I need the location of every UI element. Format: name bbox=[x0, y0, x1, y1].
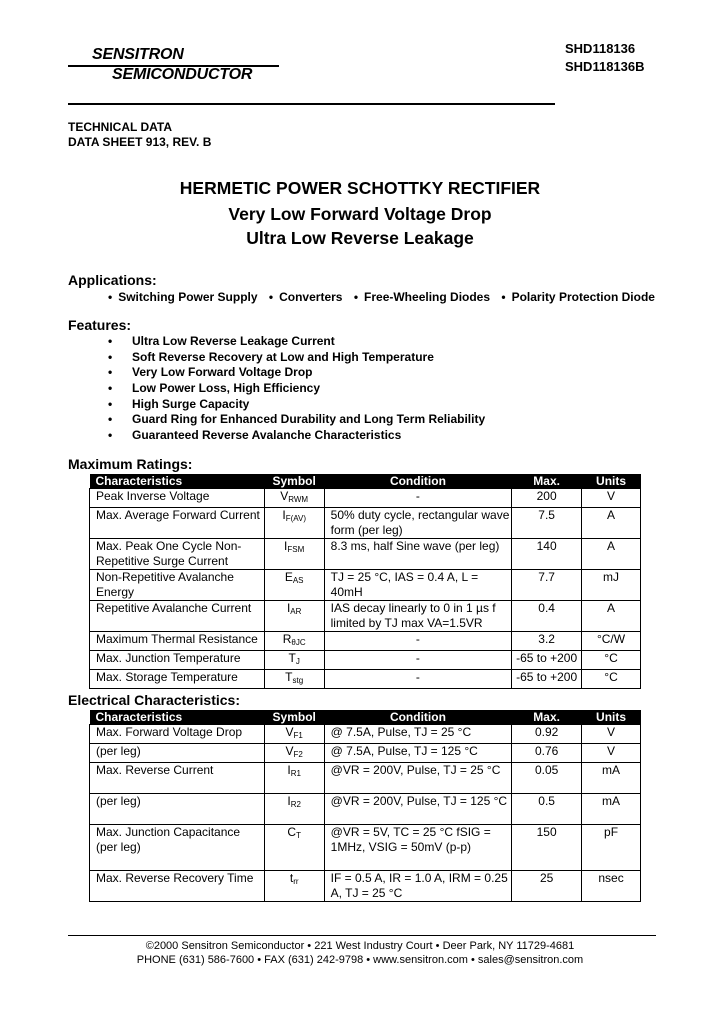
symbol-cell: $I_{R2}$ bbox=[264, 794, 324, 825]
applications-heading: Applications: bbox=[68, 272, 157, 288]
max-cell: 0.5 bbox=[512, 794, 582, 825]
table-row bbox=[90, 763, 641, 794]
condition-cell: - bbox=[324, 670, 512, 689]
characteristic-cell: Max. Reverse Recovery Time bbox=[90, 871, 265, 902]
max-cell: 150 bbox=[512, 825, 582, 871]
application-item: Switching Power Supply bbox=[118, 290, 258, 304]
company-name-line2: SEMICONDUCTOR bbox=[112, 66, 253, 83]
characteristic-cell: Peak Inverse Voltage bbox=[90, 489, 265, 508]
symbol-cell: $I_{R1}$ bbox=[264, 763, 324, 794]
max-cell: 25 bbox=[512, 871, 582, 902]
condition-cell: IAS decay linearly to 0 in 1 µs f limited by TJ max VA=1.5VR bbox=[324, 601, 512, 632]
feature-item: • Low Power Loss, High Efficiency bbox=[108, 381, 485, 397]
company-name-line1: SENSITRON bbox=[92, 46, 184, 63]
unit-cell: °C bbox=[582, 651, 641, 670]
technical-data-label: TECHNICAL DATA bbox=[68, 120, 172, 134]
symbol-cell: $T_{stg}$ bbox=[264, 670, 324, 689]
table-row bbox=[90, 632, 641, 651]
unit-cell: mA bbox=[582, 794, 641, 825]
features-list bbox=[108, 334, 485, 444]
unit-cell: A bbox=[582, 508, 641, 539]
unit-cell: °C/W bbox=[582, 632, 641, 651]
condition-cell: IF = 0.5 A, IR = 1.0 A, IRM = 0.25 A, TJ = 25 °C bbox=[324, 871, 512, 902]
header-rule bbox=[68, 103, 555, 105]
unit-cell: A bbox=[582, 539, 641, 570]
unit-cell: nsec bbox=[582, 871, 641, 902]
table-row bbox=[90, 725, 641, 744]
symbol-cell: $T_J$ bbox=[264, 651, 324, 670]
condition-cell: @VR = 5V, TC = 25 °C fSIG = 1MHz, VSIG = 50mV (p-p) bbox=[324, 825, 512, 871]
max-cell: 0.76 bbox=[512, 744, 582, 763]
characteristic-cell: Maximum Thermal Resistance bbox=[90, 632, 265, 651]
unit-cell: V bbox=[582, 725, 641, 744]
feature-item: • Very Low Forward Voltage Drop bbox=[108, 365, 485, 381]
max-cell: 7.7 bbox=[512, 570, 582, 601]
table-row bbox=[90, 489, 641, 508]
column-header: Characteristics bbox=[90, 474, 265, 489]
symbol-cell: $I_{AR}$ bbox=[264, 601, 324, 632]
unit-cell: A bbox=[582, 601, 641, 632]
condition-cell: TJ = 25 °C, IAS = 0.4 A, L = 40mH bbox=[324, 570, 512, 601]
column-header: Units bbox=[582, 474, 641, 489]
table-row bbox=[90, 871, 641, 902]
condition-cell: - bbox=[324, 632, 512, 651]
condition-cell: @VR = 200V, Pulse, TJ = 125 °C bbox=[324, 794, 512, 825]
table-row bbox=[90, 508, 641, 539]
table-row bbox=[90, 794, 641, 825]
feature-item: • High Surge Capacity bbox=[108, 397, 485, 413]
column-header: Condition bbox=[324, 474, 512, 489]
table-row bbox=[90, 651, 641, 670]
footer-contact: PHONE (631) 586-7600 • FAX (631) 242-9798 • www.sensitron.com • sales@sensitron.com bbox=[136, 954, 584, 966]
symbol-cell: $V_{F2}$ bbox=[264, 744, 324, 763]
table-row bbox=[90, 670, 641, 689]
column-header: Characteristics bbox=[90, 710, 265, 725]
footer-rule bbox=[68, 935, 656, 936]
max-cell: 3.2 bbox=[512, 632, 582, 651]
characteristic-cell: Max. Reverse Current bbox=[90, 763, 265, 794]
characteristic-cell: Non-Repetitive Avalanche Energy bbox=[90, 570, 265, 601]
column-header: Symbol bbox=[264, 474, 324, 489]
unit-cell: V bbox=[582, 489, 641, 508]
table-row bbox=[90, 744, 641, 763]
table-row bbox=[90, 601, 641, 632]
max-ratings-heading: Maximum Ratings: bbox=[68, 456, 193, 472]
characteristic-cell: Max. Forward Voltage Drop bbox=[90, 725, 265, 744]
characteristic-cell: Max. Junction Temperature bbox=[90, 651, 265, 670]
max-ratings-table bbox=[89, 474, 641, 689]
symbol-cell: $t_{rr}$ bbox=[264, 871, 324, 902]
part-number-1: SHD118136 bbox=[565, 41, 636, 56]
part-number-2: SHD118136B bbox=[565, 59, 645, 74]
page-title: HERMETIC POWER SCHOTTKY RECTIFIER bbox=[179, 178, 541, 198]
application-item: Converters bbox=[279, 290, 343, 304]
condition-cell: @ 7.5A, Pulse, TJ = 125 °C bbox=[324, 744, 512, 763]
condition-cell: @VR = 200V, Pulse, TJ = 25 °C bbox=[324, 763, 512, 794]
symbol-cell: $R_{\theta JC}$ bbox=[264, 632, 324, 651]
condition-cell: - bbox=[324, 489, 512, 508]
subtitle-2: Ultra Low Reverse Leakage bbox=[246, 228, 474, 248]
table-row bbox=[90, 539, 641, 570]
max-cell: -65 to +200 bbox=[512, 651, 582, 670]
max-cell: 7.5 bbox=[512, 508, 582, 539]
column-header: Units bbox=[582, 710, 641, 725]
column-header: Symbol bbox=[264, 710, 324, 725]
max-cell: 0.05 bbox=[512, 763, 582, 794]
characteristic-cell: Repetitive Avalanche Current bbox=[90, 601, 265, 632]
electrical-table bbox=[89, 710, 641, 902]
unit-cell: °C bbox=[582, 670, 641, 689]
symbol-cell: $I_{F(AV)}$ bbox=[264, 508, 324, 539]
application-item: Polarity Protection Diode bbox=[511, 290, 655, 304]
table-row bbox=[90, 570, 641, 601]
column-header: Max. bbox=[512, 710, 582, 725]
unit-cell: mA bbox=[582, 763, 641, 794]
condition-cell: 8.3 ms, half Sine wave (per leg) bbox=[324, 539, 512, 570]
characteristic-cell: Max. Peak One Cycle Non-Repetitive Surge Current bbox=[90, 539, 265, 570]
feature-item: • Ultra Low Reverse Leakage Current bbox=[108, 334, 485, 350]
max-cell: 140 bbox=[512, 539, 582, 570]
characteristic-cell: (per leg) bbox=[90, 744, 265, 763]
symbol-cell: $V_{F1}$ bbox=[264, 725, 324, 744]
unit-cell: V bbox=[582, 744, 641, 763]
characteristic-cell: (per leg) bbox=[90, 794, 265, 825]
max-cell: -65 to +200 bbox=[512, 670, 582, 689]
condition-cell: 50% duty cycle, rectangular wave form (per leg) bbox=[324, 508, 512, 539]
symbol-cell: $C_T$ bbox=[264, 825, 324, 871]
applications-list: • Switching Power Supply • Converters • Free-Wheeling Diodes • Polarity Protection Diode bbox=[108, 290, 655, 304]
condition-cell: @ 7.5A, Pulse, TJ = 25 °C bbox=[324, 725, 512, 744]
features-heading: Features: bbox=[68, 317, 132, 333]
table-row bbox=[90, 825, 641, 871]
max-cell: 0.92 bbox=[512, 725, 582, 744]
symbol-cell: $V_{RWM}$ bbox=[264, 489, 324, 508]
subtitle-1: Very Low Forward Voltage Drop bbox=[228, 204, 492, 224]
column-header: Max. bbox=[512, 474, 582, 489]
column-header: Condition bbox=[324, 710, 512, 725]
footer-address: ©2000 Sensitron Semiconductor • 221 West Industry Court • Deer Park, NY 11729-4681 bbox=[145, 940, 575, 952]
symbol-cell: $E_{AS}$ bbox=[264, 570, 324, 601]
max-cell: 200 bbox=[512, 489, 582, 508]
condition-cell: - bbox=[324, 651, 512, 670]
symbol-cell: $I_{FSM}$ bbox=[264, 539, 324, 570]
feature-item: • Guaranteed Reverse Avalanche Characteristics bbox=[108, 428, 485, 444]
data-sheet-label: DATA SHEET 913, REV. B bbox=[68, 135, 212, 149]
unit-cell: mJ bbox=[582, 570, 641, 601]
application-item: Free-Wheeling Diodes bbox=[364, 290, 491, 304]
unit-cell: pF bbox=[582, 825, 641, 871]
max-cell: 0.4 bbox=[512, 601, 582, 632]
characteristic-cell: Max. Average Forward Current bbox=[90, 508, 265, 539]
characteristic-cell: Max. Junction Capacitance (per leg) bbox=[90, 825, 265, 871]
feature-item: • Soft Reverse Recovery at Low and High Temperature bbox=[108, 350, 485, 366]
feature-item: • Guard Ring for Enhanced Durability and Long Term Reliability bbox=[108, 412, 485, 428]
electrical-heading: Electrical Characteristics: bbox=[68, 692, 240, 708]
characteristic-cell: Max. Storage Temperature bbox=[90, 670, 265, 689]
